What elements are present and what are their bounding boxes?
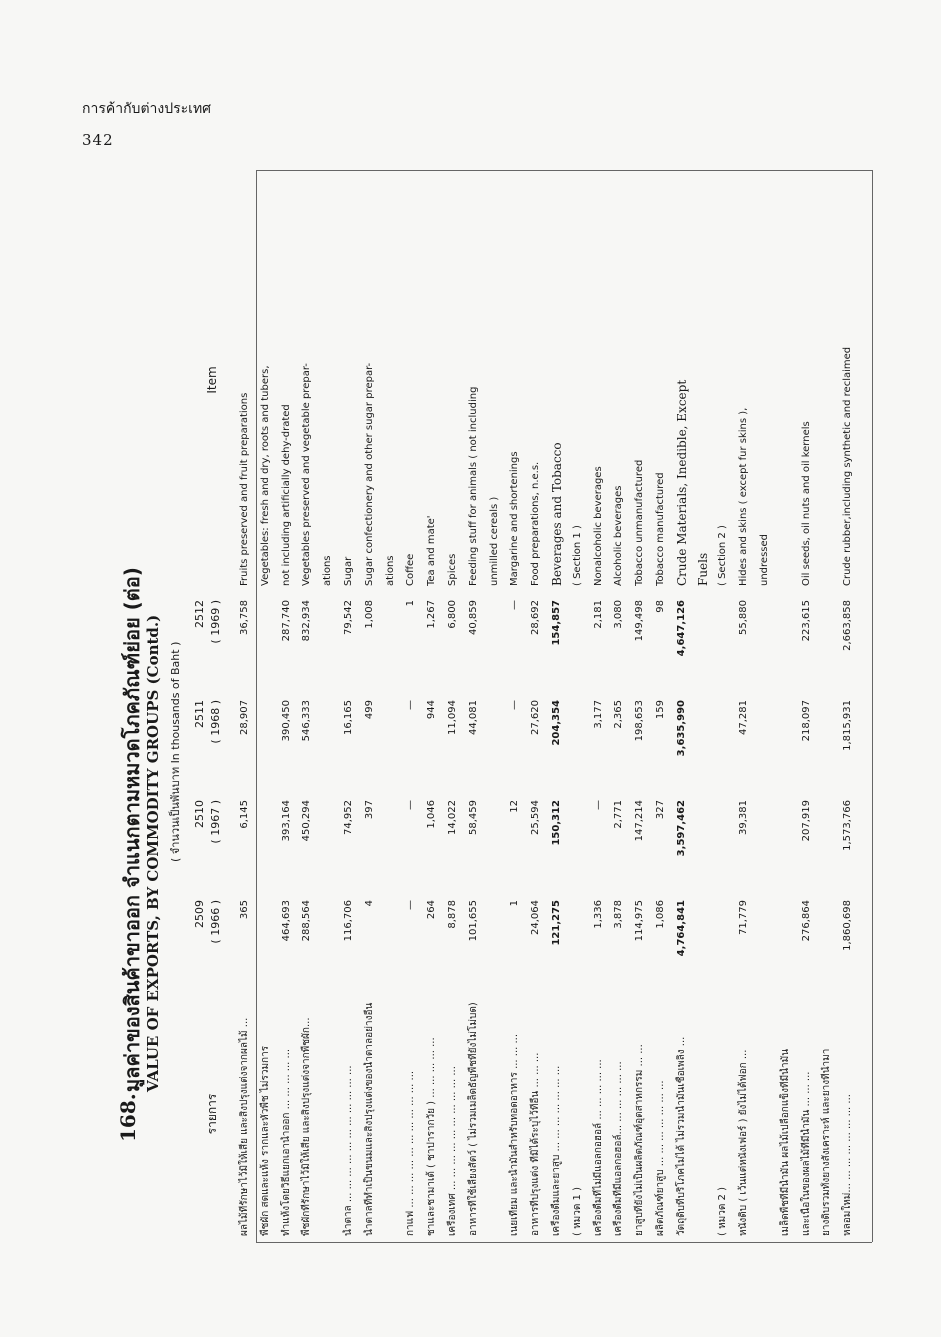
item-thai: กาแฟ ... ... ... ... ... ... ... ... ... ... ... <box>405 1070 417 1236</box>
value-2511: 44,081 <box>467 700 479 735</box>
value-2509: 1,860,698 <box>842 900 854 951</box>
item-thai: ผลิตภัณฑ์ยาสูบ ... ... ... ... ... ... ... <box>655 1080 666 1236</box>
item-english: not including artificially dehy-drated <box>280 404 292 586</box>
column-header-year-4 <box>192 600 224 690</box>
table-row <box>612 170 626 1242</box>
value-2510: 1,573,766 <box>842 800 854 851</box>
value-2511: 499 <box>363 700 375 720</box>
value-2512: 6,800 <box>447 600 458 629</box>
value-2511: 218,097 <box>800 700 812 742</box>
item-thai: อาหารที่ใช้เลี้ยงสัตว์ ( ไม่รวมเมล็ดธัญพืชที่ยังไม่โม่บด) <box>467 1002 479 1236</box>
value-2511: 944 <box>426 700 438 720</box>
value-2509: 3,878 <box>613 900 625 929</box>
item-english: Crude Materials, Inedible, Except <box>674 379 689 586</box>
value-2512: 98 <box>655 600 666 613</box>
value-2511: 3,177 <box>592 700 604 729</box>
value-2510: 393,164 <box>280 800 292 842</box>
table-row <box>280 170 294 1242</box>
item-thai: พืชผักที่รักษาไว้มิให้เสีย และสิ่งปรุงแต่งจากพืชผัก... <box>301 1017 313 1236</box>
value-2509: 276,864 <box>800 900 812 942</box>
year-ce: ( 1968 ) <box>209 700 222 744</box>
value-2510: 58,459 <box>467 800 479 835</box>
value-2509: 4 <box>363 900 375 907</box>
table-row <box>404 170 418 1242</box>
column-header-item-english: Item <box>205 366 219 394</box>
item-english: Vegetables: fresh and dry, roots and tubers, <box>259 365 271 586</box>
item-thai: เครื่องดื่มและยาสูบ ... ... ... ... ... ... ... <box>551 1065 562 1236</box>
item-thai: ทำแห้งโดยวิธีแยกเอาน้ำออก ... ... ... ... ... <box>280 1048 292 1236</box>
value-2510: 450,294 <box>301 800 313 842</box>
table-row <box>675 170 689 1242</box>
table-row <box>342 170 356 1242</box>
item-thai: อาหารที่ปรุงแต่ง ที่มิได้ระบุไว้ที่อื่น ... ... ... <box>530 1052 542 1236</box>
table-row <box>571 170 585 1242</box>
value-2511: 2,365 <box>613 700 625 729</box>
table-row <box>259 170 273 1242</box>
value-2512: 1,267 <box>426 600 438 629</box>
item-thai: ยาสูบที่ยังไม่เป็นผลิตภัณฑ์อุตสาหกรรม ... ... <box>634 1044 646 1236</box>
item-english: Vegetables preserved and vegetable prepar- <box>301 363 313 586</box>
item-thai: ยางดิบรวมทั้งยางสังเคราะห์ และยางที่นำมา <box>821 1048 833 1236</box>
value-2510: 327 <box>655 800 666 820</box>
item-thai: น้ำตาล ... ... ... ... ... ... ... ... ... ... ... <box>343 1065 354 1236</box>
value-2512: 4,647,126 <box>675 600 687 657</box>
item-english: Coffee <box>405 553 417 586</box>
year-be: 2511 <box>193 700 206 728</box>
table-rule-bottom <box>256 1242 872 1243</box>
item-english: Alcoholic beverages <box>613 485 625 586</box>
page-number: 342 <box>82 131 114 149</box>
item-english: Hides and skins ( except fur skins ), <box>738 407 750 586</box>
value-2511: 159 <box>655 700 666 720</box>
item-thai: พืชผัก สดและแห้ง รากและหัวพืช ไม่รวมการ <box>259 1045 271 1236</box>
year-be: 2512 <box>193 600 206 628</box>
item-english: Fruits preserved and fruit preparations <box>239 392 250 586</box>
value-2509: 121,275 <box>551 900 562 946</box>
item-english: Spices <box>447 553 458 586</box>
value-2512: 3,080 <box>613 600 625 629</box>
value-2509: 116,706 <box>343 900 354 942</box>
value-2512: 1 <box>405 600 417 607</box>
value-2512: 55,880 <box>738 600 750 635</box>
table-row <box>696 170 710 1242</box>
table-row <box>758 170 772 1242</box>
year-ce: ( 1969 ) <box>209 600 222 644</box>
item-thai: ( หมวด 2 ) <box>717 1187 729 1236</box>
item-english: ations <box>384 555 396 586</box>
value-2512: 223,615 <box>800 600 812 642</box>
table-row <box>633 170 647 1242</box>
item-thai: ( หมวด 1 ) <box>571 1187 583 1236</box>
value-2512: 2,663,858 <box>842 600 854 651</box>
item-thai: เครื่องดื่มที่มีแอลกอฮอล์... ... ... ... ... ... <box>613 1061 625 1236</box>
value-2512: 2,181 <box>592 600 604 629</box>
year-be: 2509 <box>193 900 206 928</box>
value-2509: 101,655 <box>467 900 479 942</box>
value-2510: 39,381 <box>738 800 750 835</box>
table-row <box>779 170 793 1242</box>
value-2511: 546,333 <box>301 700 313 742</box>
item-thai: เครื่องดื่มที่ไม่มีแอลกอฮอล์ ... ... ... ... ... <box>592 1059 604 1236</box>
running-header: การค้ากับต่างประเทศ <box>82 101 212 117</box>
table-title-thai: มูลค่าของสินค้าขาออก จำแนกตามหมวดโภคภัณฑ์ย่อย (ต่อ) <box>120 567 144 1092</box>
value-2511: 198,653 <box>634 700 646 742</box>
value-2511: 3,635,990 <box>675 700 687 757</box>
value-2510: — <box>405 800 417 810</box>
value-2510: 14,022 <box>447 800 458 835</box>
value-2511: — <box>405 700 417 710</box>
value-2509: 71,779 <box>738 900 750 935</box>
table-row <box>716 170 730 1242</box>
value-2512: 154,857 <box>551 600 562 646</box>
value-2509: 464,693 <box>280 900 292 942</box>
value-2510: 2,771 <box>613 800 625 829</box>
value-2509: 4,764,841 <box>675 900 687 957</box>
item-thai: หนังดิบ ( เว้นแต่หนังเฟอร์ ) ยังไม่ได้ฟอก ... <box>738 1049 750 1236</box>
value-2510: 74,952 <box>343 800 354 835</box>
item-english: Sugar confectionery and other sugar prepar- <box>363 362 375 586</box>
value-2510: 12 <box>509 800 521 813</box>
value-2512: 149,498 <box>634 600 646 642</box>
value-2512: 28,692 <box>530 600 542 635</box>
value-2511: 204,354 <box>551 700 562 746</box>
item-english: ( Section 1 ) <box>571 525 583 586</box>
value-2511: 11,094 <box>447 700 458 735</box>
value-2510: 147,214 <box>634 800 646 842</box>
table-row <box>446 170 460 1242</box>
value-2512: 36,758 <box>239 600 250 635</box>
item-thai: ชาและชามาเต้ ( ชาปารากวัย ) ... ... ... ... ... <box>426 1037 438 1236</box>
value-2512: — <box>509 600 521 610</box>
value-2509: 1,336 <box>592 900 604 929</box>
value-2511: 390,450 <box>280 700 292 742</box>
item-thai: และเนื้อในของผลไม้ที่มีน้ำมัน ... ... ... <box>800 1071 812 1236</box>
value-2509: 8,878 <box>447 900 458 929</box>
value-2511: 47,281 <box>738 700 750 735</box>
item-english: undressed <box>759 534 770 586</box>
value-2511: 1,815,931 <box>842 700 854 751</box>
item-english: Tea and mate' <box>426 515 438 586</box>
value-2510: 1,046 <box>426 800 438 829</box>
value-2511: 16,165 <box>343 700 354 735</box>
value-2509: 1 <box>509 900 521 907</box>
column-header-item-thai: รายการ <box>205 1093 219 1135</box>
item-thai: เมล็ดพืชที่มีน้ำมัน ผลไม้เปลือกแข็งที่มีน้ำมัน <box>779 1048 791 1236</box>
year-be: 2510 <box>193 800 206 828</box>
item-english: Beverages and Tobacco <box>550 442 564 586</box>
table-title-english: VALUE OF EXPORTS, BY COMMODITY GROUPS (Contd.) <box>144 614 162 1092</box>
table-row <box>737 170 751 1242</box>
value-2510: 150,312 <box>551 800 562 846</box>
item-english: Nonalcoholic beverages <box>592 466 604 586</box>
item-thai: เครื่องเทศ ... ... ... ... ... ... ... ... ... ... <box>447 1066 458 1236</box>
rotated-table <box>112 170 872 1242</box>
item-thai: น้ำตาลที่ทำเป็นขนมและสิ่งปรุงแต่งของน้ำตาลอย่างอื่น <box>363 1002 375 1236</box>
value-2512: 832,934 <box>301 600 313 642</box>
value-2510: 207,919 <box>800 800 812 842</box>
column-header-year-3 <box>192 700 224 790</box>
value-2511: — <box>509 700 521 710</box>
item-english: Margarine and shortenings <box>509 451 521 586</box>
value-2509: 288,564 <box>301 900 313 942</box>
item-thai: ผลไม้ที่รักษาไว้มิให้เสีย และสิ่งปรุงแต่งจากผลไม้ ... <box>239 1017 250 1236</box>
item-english: ations <box>322 555 334 586</box>
item-english: Tobacco unmanufactured <box>634 459 646 586</box>
table-row <box>820 170 834 1242</box>
item-english: ( Section 2 ) <box>717 525 729 586</box>
item-english: unmilled cereals ) <box>488 496 500 586</box>
table-row <box>529 170 543 1242</box>
value-2509: 365 <box>239 900 250 920</box>
table-row <box>654 170 668 1242</box>
value-2512: 1,008 <box>363 600 375 629</box>
table-number: 168. <box>116 1093 140 1142</box>
year-ce: ( 1966 ) <box>209 900 222 944</box>
item-english: Fuels <box>695 552 710 586</box>
value-2509: 264 <box>426 900 438 920</box>
value-2512: 287,740 <box>280 600 292 642</box>
table-row <box>384 170 398 1242</box>
item-thai: หลอมใหม่... ... ... ... ... ... ... ... <box>842 1094 854 1236</box>
value-2509: 1,086 <box>655 900 666 929</box>
value-2509: 114,975 <box>634 900 646 942</box>
value-2511: 27,620 <box>530 700 542 735</box>
value-2509: — <box>405 900 417 910</box>
value-2510: 25,594 <box>530 800 542 835</box>
item-english: Crude rubber,including synthetic and reclaimed <box>842 346 854 586</box>
item-english: Feeding stuff for animals ( not including <box>467 386 479 586</box>
item-english: Tobacco manufactured <box>655 472 666 586</box>
item-english: Sugar <box>343 556 354 586</box>
value-2510: — <box>592 800 604 810</box>
table-unit-note: ( จำนวนเป็นพันบาท In thousands of Baht ) <box>169 641 182 862</box>
table-row <box>800 170 814 1242</box>
value-2510: 6,145 <box>239 800 250 829</box>
table-row <box>238 170 252 1242</box>
table-row <box>425 170 439 1242</box>
table-row <box>363 170 377 1242</box>
value-2511: 28,907 <box>239 700 250 735</box>
year-ce: ( 1967 ) <box>209 800 222 844</box>
table-row <box>488 170 502 1242</box>
item-thai: วัตถุดิบที่บริโภคไม่ได้ ไม่รวมน้ำมันเชื้อเพลิง ... <box>675 1036 687 1236</box>
table-row <box>300 170 314 1242</box>
value-2512: 79,542 <box>343 600 354 635</box>
value-2510: 397 <box>363 800 375 820</box>
item-english: Oil seeds, oil nuts and oil kernels <box>800 421 812 586</box>
value-2509: 24,064 <box>530 900 542 935</box>
item-english: Food preparations, n.e.s. <box>530 461 542 586</box>
table-row <box>321 170 335 1242</box>
column-header-year-2 <box>192 800 224 890</box>
table-border-right <box>872 170 873 1242</box>
table-row <box>592 170 606 1242</box>
column-header-year-1 <box>192 900 224 990</box>
table-row <box>467 170 481 1242</box>
value-2512: 40,859 <box>467 600 479 635</box>
table-row <box>550 170 564 1242</box>
table-row <box>841 170 855 1242</box>
table-row <box>508 170 522 1242</box>
value-2510: 3,597,462 <box>675 800 687 857</box>
item-thai: เนยเทียม และน้ำมันสำหรับทอดอาหาร ... ... ... <box>509 1033 521 1236</box>
